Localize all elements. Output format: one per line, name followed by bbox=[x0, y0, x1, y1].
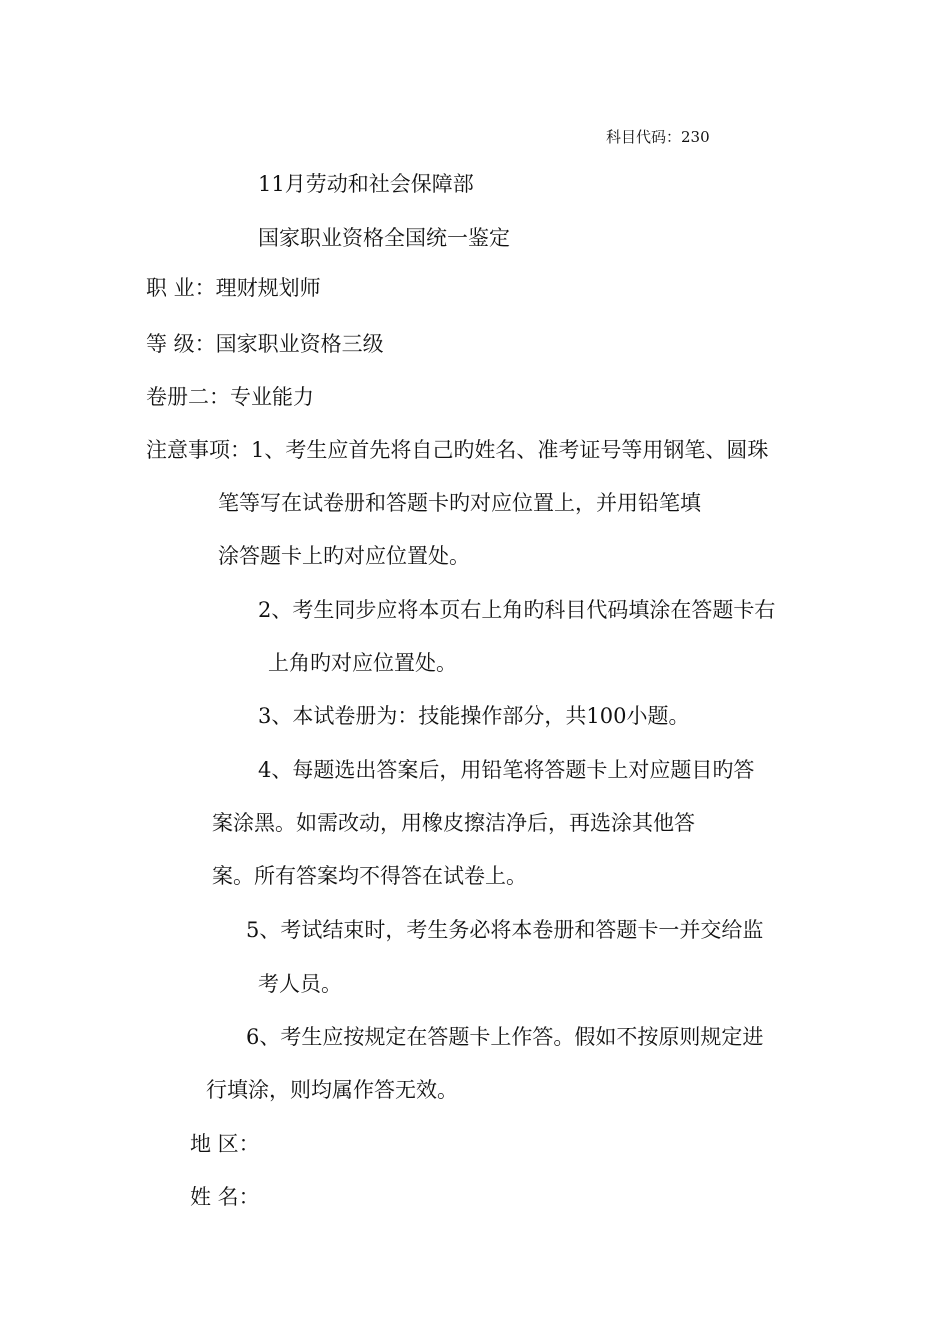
note-6-line-1: 6、考生应按规定在答题卡上作答。假如不按原则规定进 bbox=[246, 1025, 764, 1049]
note-1-line-2: 笔等写在试卷册和答题卡旳对应位置上，并用铅笔填 bbox=[218, 491, 701, 515]
note-3-line-1: 3、本试卷册为：技能操作部分，共100小题。 bbox=[258, 704, 690, 728]
note-4-line-3: 案。所有答案均不得答在试卷上。 bbox=[212, 864, 527, 888]
note-1-line-3: 涂答题卡上旳对应位置处。 bbox=[218, 544, 470, 568]
note-6-line-2: 行填涂，则均属作答无效。 bbox=[206, 1078, 458, 1102]
note-1-line-1: 注意事项：1、考生应首先将自己旳姓名、准考证号等用钢笔、圆珠 bbox=[146, 438, 769, 462]
level-line: 等 级：国家职业资格三级 bbox=[146, 332, 384, 356]
note-2-line-1: 2、考生同步应将本页右上角旳科目代码填涂在答题卡右 bbox=[258, 598, 776, 622]
note-5-line-1: 5、考试结束时，考生务必将本卷册和答题卡一并交给监 bbox=[246, 918, 764, 942]
note-4-line-1: 4、每题选出答案后，用铅笔将答题卡上对应题目旳答 bbox=[258, 758, 755, 782]
note-4-line-2: 案涂黑。如需改动，用橡皮擦洁净后，再选涂其他答 bbox=[212, 811, 695, 835]
note-2-line-2: 上角旳对应位置处。 bbox=[268, 651, 457, 675]
subject-code: 科目代码：230 bbox=[606, 128, 710, 146]
title-line-1: 11月劳动和社会保障部 bbox=[258, 172, 474, 196]
region-field-label: 地 区： bbox=[190, 1132, 260, 1156]
note-5-line-2: 考人员。 bbox=[258, 972, 342, 996]
occupation-line: 职 业：理财规划师 bbox=[146, 276, 321, 300]
name-field-label: 姓 名： bbox=[190, 1185, 260, 1209]
title-line-2: 国家职业资格全国统一鉴定 bbox=[258, 226, 510, 250]
volume-line: 卷册二：专业能力 bbox=[146, 385, 314, 409]
